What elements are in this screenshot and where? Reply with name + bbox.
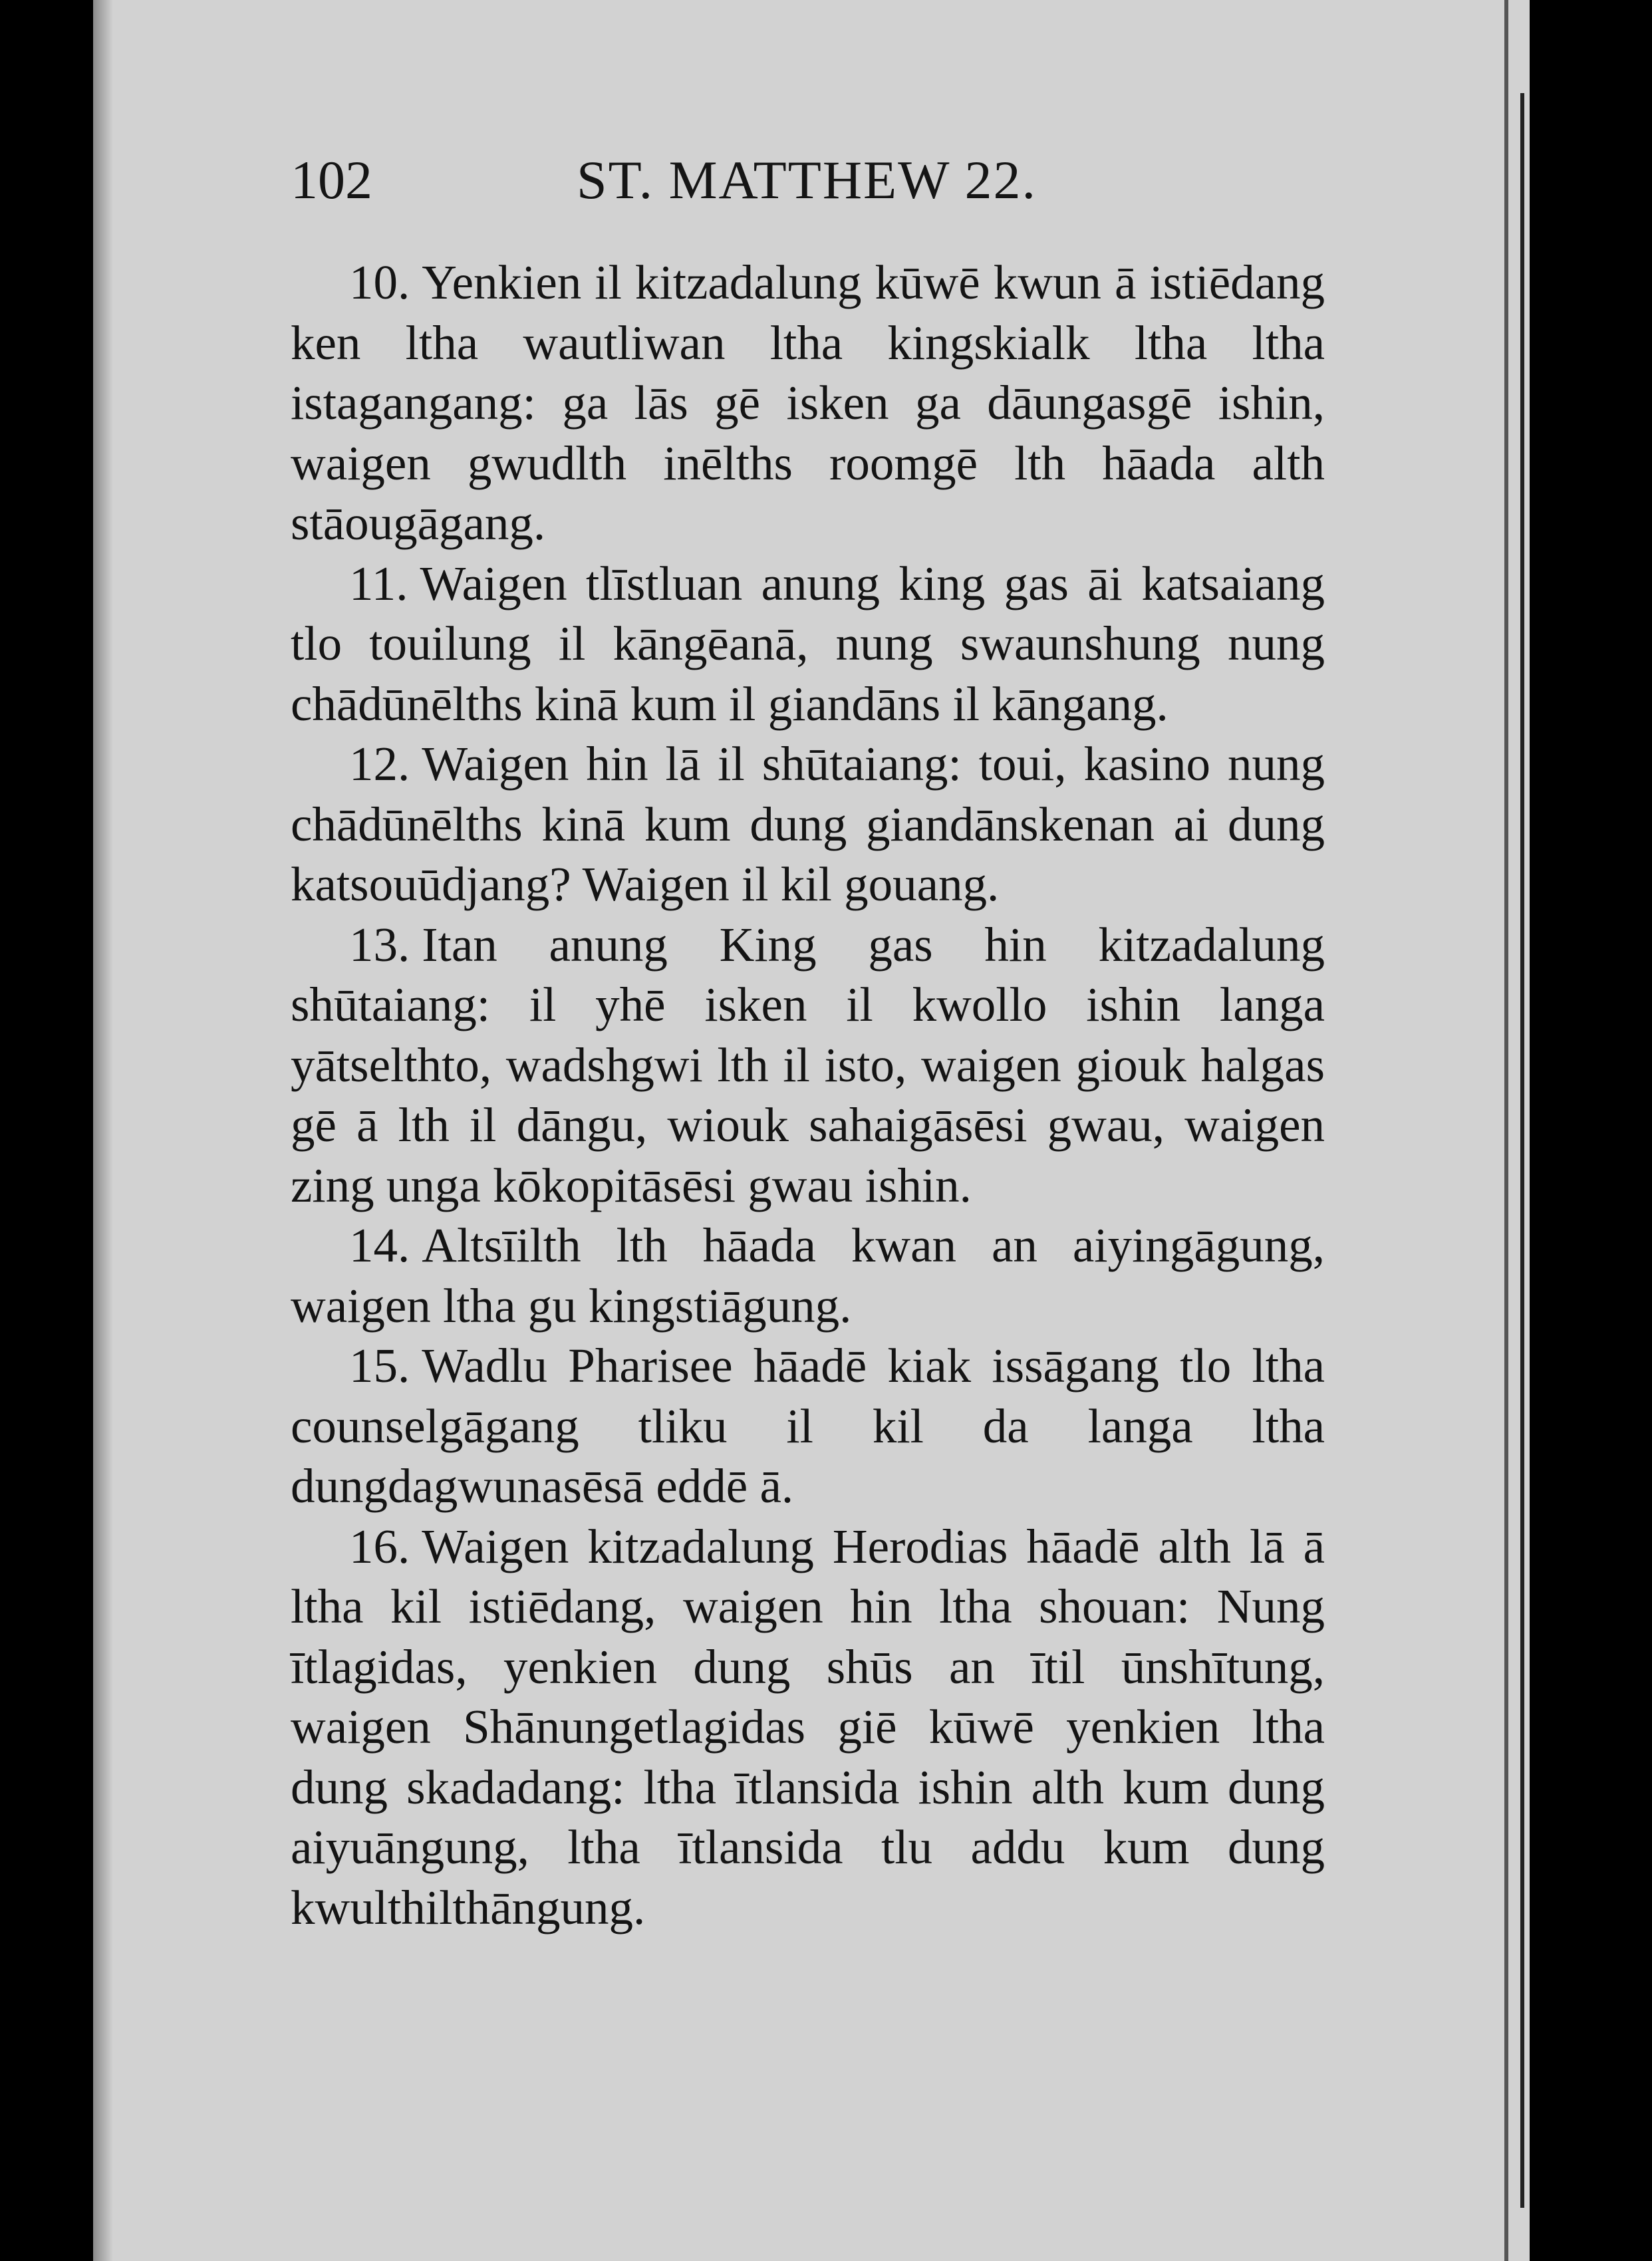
verse-11 [291, 554, 1325, 735]
verse-15 [291, 1336, 1325, 1517]
verse-text: Wadlu Pharisee hāadē kiak issāgang tlo ltha counselgāgang tliku il kil da langa ltha dungdagwunasēsā eddē ā. [291, 1339, 1325, 1513]
verse-13 [291, 915, 1325, 1216]
verse-10 [291, 253, 1325, 554]
verse-text: Altsīilth lth hāada kwan an aiyingāgung, waigen ltha gu kingstiāgung. [291, 1218, 1325, 1333]
verse-text: Waigen kitzadalung Herodias hāadē alth lā ā ltha kil istiēdang, waigen hin ltha shouan: Nung ītlagidas, yenkien dung shūs an ītil ūnshītung, waigen Shānungetlagidas giē kūwē yenkien ltha dung skadadang: ltha ītlansida ishin alth kum dung aiyuāngung, ltha ītlansida tlu addu kum dung kwulthilthāngung. [291, 1519, 1325, 1934]
verse-number: 12. [349, 737, 410, 791]
binding-edge [1520, 93, 1524, 2208]
page-edge-line [1504, 0, 1508, 2261]
verse-number: 14. [349, 1218, 410, 1272]
gutter-shadow [93, 0, 113, 2261]
verse-text: Waigen hin lā il shūtaiang: toui, kasino nung chādūnēlths kinā kum dung giandānskenan ai dung katsouūdjang? Waigen il kil gouang. [291, 737, 1325, 911]
verse-number: 10. [349, 255, 410, 309]
verse-text: Waigen tlīstluan anung king gas āi katsaiang tlo touilung il kāngēanā, nung swaunshung nung chādūnēlths kinā kum il giandāns il kāngang. [291, 556, 1325, 731]
verse-text: Yenkien il kitzadalung kūwē kwun ā istiēdang ken ltha wautliwan ltha kingskialk ltha ltha istagangang: ga lās gē isken ga dāungasgē ishin, waigen gwudlth inēlths roomgē lth hāada alth stāougāgang. [291, 255, 1325, 550]
verse-12 [291, 734, 1325, 915]
verse-number: 16. [349, 1519, 410, 1573]
page-header [291, 149, 1302, 209]
body-text [291, 253, 1325, 1938]
scan-border [1530, 0, 1652, 2261]
verse-number: 15. [349, 1339, 410, 1393]
verse-number: 13. [349, 917, 410, 972]
verse-16 [291, 1517, 1325, 1938]
page-number: 102 [291, 150, 372, 210]
verse-number: 11. [349, 556, 408, 610]
running-title: ST. MATTHEW 22. [577, 150, 1037, 210]
verse-14 [291, 1216, 1325, 1336]
verse-text: Itan anung King gas hin kitzadalung shūtaiang: il yhē isken il kwollo ishin langa yātselthto, wadshgwi lth il isto, waigen giouk halgas gē ā lth il dāngu, wiouk sahaigāsēsi gwau, waigen zing unga kōkopitāsēsi gwau ishin. [291, 917, 1325, 1212]
